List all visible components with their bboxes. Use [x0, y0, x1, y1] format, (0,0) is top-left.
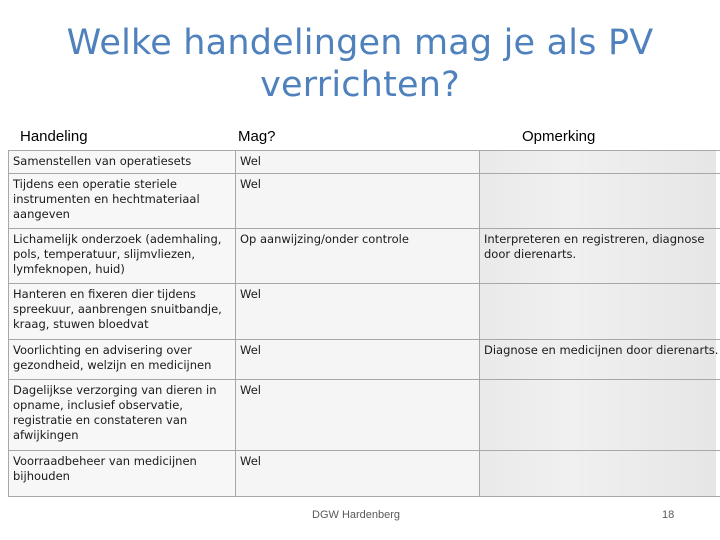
cell-handeling: Hanteren en fixeren dier tijdens spreekuur, aanbrengen snuitbandje, kraag, stuwen bloedvat [9, 284, 236, 340]
cell-opmerking [480, 380, 720, 451]
cell-handeling: Tijdens een operatie steriele instrumenten en hechtmateriaal aangeven [9, 174, 236, 229]
cell-mag: Wel [236, 151, 480, 174]
page-number: 18 [662, 509, 675, 521]
cell-handeling: Samenstellen van operatiesets [9, 151, 236, 174]
table-row [9, 174, 720, 229]
table-row [9, 229, 720, 284]
table-row [9, 340, 720, 380]
cell-handeling: Lichamelijk onderzoek (ademhaling, pols, temperatuur, slijmvliezen, lymfeknopen, huid) [9, 229, 236, 284]
cell-mag: Wel [236, 340, 480, 380]
cell-opmerking [480, 451, 720, 497]
column-header-mag: Mag? [238, 128, 276, 145]
table-row [9, 284, 720, 340]
cell-mag: Wel [236, 380, 480, 451]
column-header-handeling: Handeling [20, 128, 88, 145]
scanned-table-image [8, 150, 719, 496]
cell-handeling: Voorraadbeheer van medicijnen bijhouden [9, 451, 236, 497]
footer-text: DGW Hardenberg [312, 509, 401, 521]
table-row [9, 451, 720, 497]
cell-opmerking: Diagnose en medicijnen door dierenarts. [480, 340, 720, 380]
cell-handeling: Voorlichting en advisering over gezondheid, welzijn en medicijnen [9, 340, 236, 380]
column-header-opmerking: Opmerking [522, 128, 596, 145]
cell-opmerking [480, 151, 720, 174]
cell-mag: Op aanwijzing/onder controle [236, 229, 480, 284]
cell-mag: Wel [236, 451, 480, 497]
table-row [9, 380, 720, 451]
cell-opmerking: Interpreteren en registreren, diagnose door dierenarts. [480, 229, 720, 284]
slide-title: Welke handelingen mag je als PV verrichten? [66, 23, 654, 105]
cell-mag: Wel [236, 284, 480, 340]
cell-opmerking [480, 174, 720, 229]
cell-handeling: Dagelijkse verzorging van dieren in opname, inclusief observatie, registratie en constateren van afwijkingen [9, 380, 236, 451]
cell-mag: Wel [236, 174, 480, 229]
actions-table [8, 150, 720, 497]
cell-opmerking [480, 284, 720, 340]
table-row [9, 151, 720, 174]
